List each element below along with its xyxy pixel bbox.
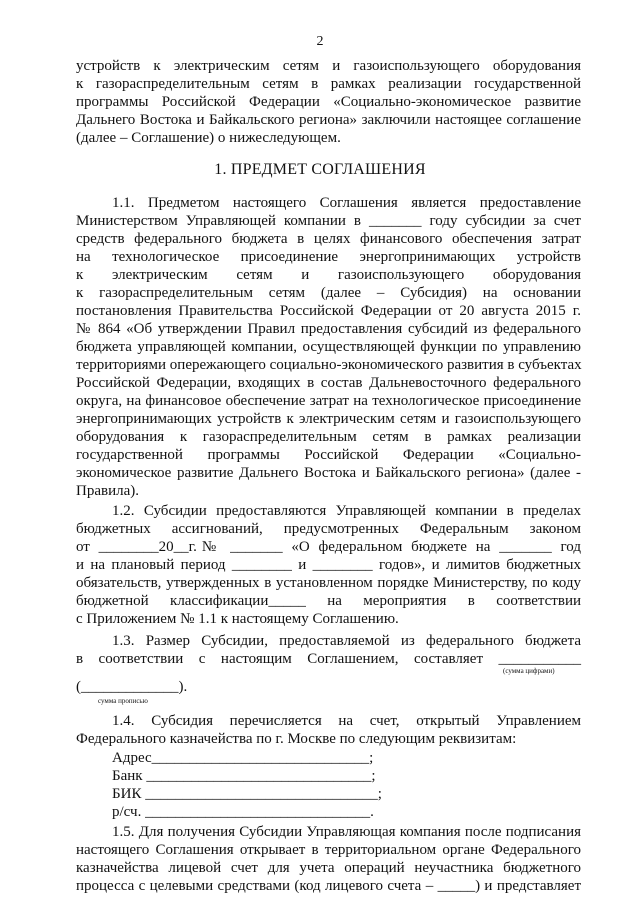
clause-1-1-line: к газораспределительным сетям (далее – Субсидия) на основании [76,285,581,301]
clause-1-2-line: и на плановый период ________ и ________ годов», и лимитов бюджетных [76,557,581,573]
clause-1-1-line: Министерством Управляющей компании в _______ году субсидии за счет [76,213,581,229]
clause-1-1-line: территориями опережающего социально-экономического развития в субъектах [76,357,582,373]
requisite-address: Адрес_____________________________; [112,750,374,766]
clause-1-1-line: на технологическое присоединение энергопринимающих устройств [76,249,581,265]
clause-1-3-line: 1.3. Размер Субсидии, предоставляемой из федерального бюджета [112,633,581,649]
clause-1-1-line: государственной программы Российской Федерации «Социально- [76,447,581,463]
requisite-account: р/сч. ______________________________. [112,804,374,820]
clause-1-2-line: обязательств, утвержденных в установленном порядке Министерству, по коду [76,575,581,591]
amount-words-caption: сумма прописью [98,697,148,705]
clause-1-5-line: казначейства лицевой счет для учета операций неучастника бюджетного [76,860,581,876]
intro-line: (далее – Соглашение) о нижеследующем. [76,130,341,146]
clause-1-1-line: экономическое развитие Дальнего Востока и Байкальского региона» (далее - [76,465,581,481]
clause-1-1-line: постановления Правительства Российской Федерации от 20 августа 2015 г. [76,303,581,319]
amount-words-line: (_____________). [76,679,188,695]
clause-1-1-line: средств федерального бюджета в целях финансового обеспечения затрат [76,231,581,247]
clause-1-1-line: округа, на финансовое обеспечение затрат на технологическое присоединение [76,393,581,409]
clause-1-1-line: № 864 «Об утверждении Правил предоставления субсидий из федерального [76,321,581,337]
intro-line: к газораспределительным сетям в рамках реализации государственной [76,76,581,92]
clause-1-1-line: 1.1. Предметом настоящего Соглашения является предоставление [112,195,581,211]
clause-1-1-line: энергопринимающих устройств к электрическим сетям и газоиспользующего [76,411,581,427]
clause-1-2-line: бюджетной классификации_____ на мероприятия в соответствии [76,593,581,609]
page-number: 2 [316,34,324,49]
clause-1-2-line: с Приложением № 1.1 к настоящему Соглашению. [76,611,399,627]
section-title: 1. ПРЕДМЕТ СОГЛАШЕНИЯ [214,161,426,178]
clause-1-3-line: в соответствии с настоящим Соглашением, составляет ___________ [76,651,581,667]
clause-1-2-line: от ________20__г.№ _______ «О федеральном бюджете на _______ год [76,539,581,555]
clause-1-5-line: процесса с целевыми средствами (код лицевого счета – _____) и представляет [76,878,581,894]
clause-1-1-line: к электрическим сетям и газоиспользующего оборудования [76,267,581,283]
clause-1-2-line: 1.2. Субсидии предоставляются Управляющей компании в пределах [112,503,581,519]
clause-1-1-line: оборудования к газораспределительным сетям в рамках реализации [76,429,581,445]
clause-1-4-line: 1.4. Субсидия перечисляется на счет, открытый Управлением [112,713,581,729]
amount-digits-caption: (сумма цифрами) [503,667,555,675]
intro-line: устройств к электрическим сетям и газоиспользующего оборудования [76,58,581,74]
requisite-bank: Банк ______________________________; [112,768,376,784]
clause-1-1-line: Российской Федерации, входящих в состав Дальневосточного федерального [76,375,581,391]
intro-line: Дальнего Востока и Байкальского региона» заключили настоящее соглашение [76,112,581,128]
clause-1-5-line: настоящего Соглашения открывает в территориальном органе Федерального [76,842,581,858]
clause-1-1-line: бюджета управляющей компании, осуществляющей функции по управлению [76,339,581,355]
requisite-bik: БИК _______________________________; [112,786,382,802]
clause-1-5-line: 1.5. Для получения Субсидии Управляющая компания после подписания [112,824,581,840]
clause-1-2-line: бюджетных ассигнований, предусмотренных Федеральным законом [76,521,581,537]
clause-1-4-line: Федерального казначейства по г. Москве по следующим реквизитам: [76,731,517,747]
clause-1-1-line: Правила). [76,483,139,499]
intro-line: программы Российской Федерации «Социально-экономическое развитие [76,94,581,110]
